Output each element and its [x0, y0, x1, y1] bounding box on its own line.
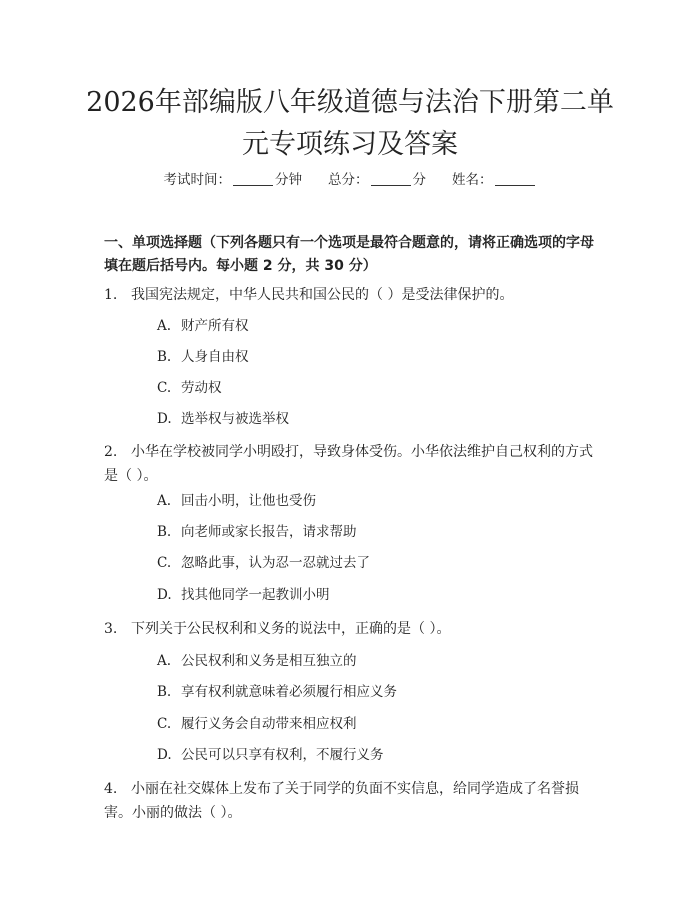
time-blank — [233, 185, 273, 186]
option — [157, 378, 222, 398]
option-letter: A. — [157, 653, 172, 669]
question-number: 3. — [104, 621, 118, 637]
option-text: 履行义务会自动带来相应权利 — [181, 716, 357, 732]
option-letter: D. — [157, 411, 172, 427]
option-text: 人身自由权 — [181, 349, 249, 365]
question-text: 小丽在社交媒体上发布了关于同学的负面不实信息，给同学造成了名誉损害。小丽的做法（ ）。 — [104, 781, 579, 821]
option — [157, 491, 316, 511]
option-text: 公民权利和义务是相互独立的 — [181, 653, 357, 669]
document-title: 2026年部编版八年级道德与法治下册第二单元专项练习及答案 — [86, 87, 614, 160]
option-letter: A. — [157, 493, 172, 509]
option — [157, 522, 357, 542]
question — [104, 617, 604, 641]
time-label: 考试时间： — [163, 172, 231, 188]
option-letter: B. — [157, 524, 172, 540]
option-letter: B. — [157, 684, 172, 700]
time-unit: 分钟 — [275, 172, 302, 188]
exam-meta — [0, 168, 700, 188]
score-blank — [371, 185, 411, 186]
option — [157, 651, 357, 671]
option-letter: B. — [157, 349, 172, 365]
section-heading: 一、单项选择题（下列各题只有一个选项是最符合题意的，请将正确选项的字母填在题后括号内。每小题 2 分，共 30 分） — [104, 235, 594, 274]
option-text: 劳动权 — [181, 380, 222, 396]
option — [157, 553, 370, 573]
exam-score — [328, 168, 426, 188]
question-text: 下列关于公民权利和义务的说法中，正确的是（ ）。 — [131, 621, 451, 637]
option-letter: C. — [157, 380, 172, 396]
option-letter: C. — [157, 716, 172, 732]
option-text: 财产所有权 — [181, 318, 249, 334]
question-text: 我国宪法规定，中华人民共和国公民的（ ）是受法律保护的。 — [131, 287, 514, 303]
question-number: 2. — [104, 444, 118, 460]
option-letter: C. — [157, 555, 172, 571]
option-letter: D. — [157, 747, 172, 763]
option — [157, 682, 397, 702]
option — [157, 316, 249, 336]
option-text: 选举权与被选举权 — [181, 411, 289, 427]
question — [104, 440, 604, 488]
score-unit: 分 — [412, 172, 426, 188]
question — [104, 283, 604, 307]
option — [157, 714, 357, 734]
question-number: 1. — [104, 287, 118, 303]
question-text: 小华在学校被同学小明殴打，导致身体受伤。小华依法维护自己权利的方式是（ ）。 — [104, 444, 593, 484]
option — [157, 347, 249, 367]
option-text: 向老师或家长报告，请求帮助 — [181, 524, 357, 540]
option — [157, 585, 330, 605]
exam-name — [452, 168, 537, 188]
option-text: 回击小明，让他也受伤 — [181, 493, 316, 509]
question — [104, 777, 604, 825]
exam-time — [164, 168, 303, 188]
name-label: 姓名： — [452, 172, 493, 188]
option-text: 享有权利就意味着必须履行相应义务 — [181, 684, 397, 700]
option-text: 公民可以只享有权利，不履行义务 — [181, 747, 384, 763]
option-letter: D. — [157, 587, 172, 603]
option — [157, 745, 384, 765]
option-text: 找其他同学一起教训小明 — [181, 587, 330, 603]
option-text: 忽略此事，认为忍一忍就过去了 — [181, 555, 370, 571]
question-number: 4. — [104, 781, 118, 797]
score-label: 总分： — [328, 172, 369, 188]
name-blank — [495, 185, 535, 186]
option — [157, 409, 289, 429]
option-letter: A. — [157, 318, 172, 334]
